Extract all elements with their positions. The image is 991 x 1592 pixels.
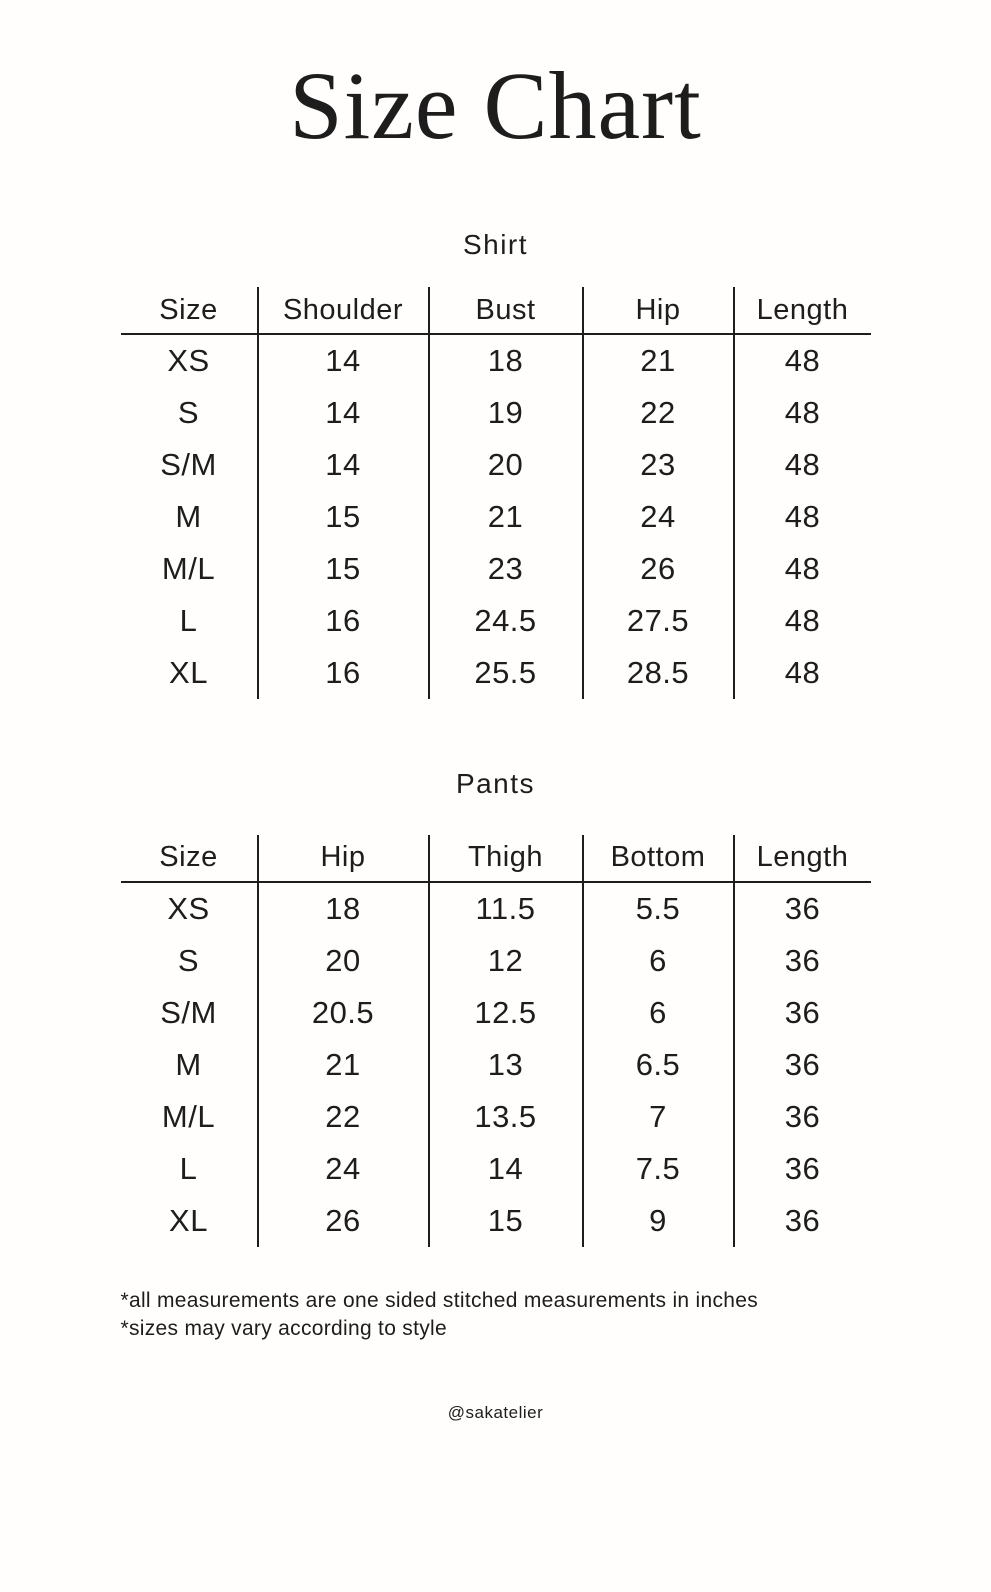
table-cell: 5.5 (584, 883, 735, 935)
table-cell: 36 (784, 994, 821, 1030)
table-cell: XS (121, 335, 259, 387)
table-cell: 18 (259, 883, 430, 935)
column-header: Shoulder (259, 287, 430, 335)
table-cell: 13.5 (430, 1091, 584, 1143)
table-cell: 26 (584, 543, 735, 595)
table-cell: 13 (430, 1039, 584, 1091)
table-cell: M/L (121, 543, 259, 595)
social-handle: @sakatelier (447, 1403, 544, 1423)
table-cell: 6 (584, 987, 735, 1039)
table-cell: M/L (121, 1091, 259, 1143)
pants-size-table (121, 835, 871, 1247)
table-cell: 36 (784, 942, 821, 978)
table-cell: 11.5 (430, 883, 584, 935)
table-cell: S/M (121, 987, 259, 1039)
table-cell: 24.5 (430, 595, 584, 647)
table-cell: S (121, 387, 259, 439)
table-cell: 20 (430, 439, 584, 491)
table-cell: 27.5 (584, 595, 735, 647)
table-cell: 21 (430, 491, 584, 543)
table-cell: 16 (259, 595, 430, 647)
table-cell: 6 (584, 935, 735, 987)
table-cell: 9 (584, 1195, 735, 1247)
table-cell: 28.5 (584, 647, 735, 699)
column-header: Bottom (584, 835, 735, 883)
table-cell: 7.5 (584, 1143, 735, 1195)
table-cell: 48 (784, 447, 821, 483)
table-cell: 14 (259, 387, 430, 439)
table-cell: 15 (259, 491, 430, 543)
table-cell: XS (121, 883, 259, 935)
table-cell: 16 (259, 647, 430, 699)
table-cell: 36 (784, 1098, 821, 1134)
table-cell: S/M (121, 439, 259, 491)
table-cell: 21 (259, 1039, 430, 1091)
table-cell: M (121, 491, 259, 543)
table-cell: 22 (584, 387, 735, 439)
table-cell: 18 (430, 335, 584, 387)
table-cell: M (121, 1039, 259, 1091)
table-cell: L (121, 595, 259, 647)
table-cell: 19 (430, 387, 584, 439)
table-cell: 6.5 (584, 1039, 735, 1091)
column-header: Length (735, 287, 871, 335)
table-cell: 36 (784, 1150, 821, 1186)
table-cell: 7 (584, 1091, 735, 1143)
column-header: Hip (259, 835, 430, 883)
note-measurements: *all measurements are one sided stitched measurements in inches (120, 1288, 759, 1312)
table-cell: 20 (259, 935, 430, 987)
size-chart-page (0, 48, 991, 1592)
table-cell: S (121, 935, 259, 987)
column-header: Length (735, 835, 871, 883)
table-cell: 14 (259, 439, 430, 491)
table-cell: 26 (259, 1195, 430, 1247)
table-cell: 12.5 (430, 987, 584, 1039)
table-cell: 14 (259, 335, 430, 387)
table-cell: XL (121, 1195, 259, 1247)
table-cell: 23 (430, 543, 584, 595)
table-cell: 36 (784, 890, 821, 926)
table-cell: 23 (584, 439, 735, 491)
table-cell: 25.5 (430, 647, 584, 699)
table-cell: 48 (784, 551, 821, 587)
column-header: Size (121, 287, 259, 335)
column-header: Hip (584, 287, 735, 335)
column-header: Bust (430, 287, 584, 335)
table-cell: 48 (784, 395, 821, 431)
page-title: Size Chart (289, 52, 702, 159)
table-cell: 36 (784, 1046, 821, 1082)
table-cell: 12 (430, 935, 584, 987)
column-header: Size (121, 835, 259, 883)
table-cell: 14 (430, 1143, 584, 1195)
measurement-notes (121, 1287, 871, 1344)
table-cell: L (121, 1143, 259, 1195)
column-header: Thigh (430, 835, 584, 883)
table-cell: 21 (584, 335, 735, 387)
table-cell: 22 (259, 1091, 430, 1143)
table-cell: 24 (584, 491, 735, 543)
table-cell: 20.5 (259, 987, 430, 1039)
table-cell: 24 (259, 1143, 430, 1195)
table-cell: 48 (784, 603, 821, 639)
shirt-size-table (121, 287, 871, 699)
table-cell: 36 (784, 1202, 821, 1238)
shirt-section-label: Shirt (462, 228, 529, 260)
note-sizes-vary: *sizes may vary according to style (120, 1317, 447, 1341)
table-cell: 15 (259, 543, 430, 595)
table-cell: 48 (784, 655, 821, 691)
table-cell: 15 (430, 1195, 584, 1247)
pants-section-label: Pants (455, 768, 536, 800)
table-cell: XL (121, 647, 259, 699)
table-cell: 48 (784, 343, 821, 379)
table-cell: 48 (784, 499, 821, 535)
